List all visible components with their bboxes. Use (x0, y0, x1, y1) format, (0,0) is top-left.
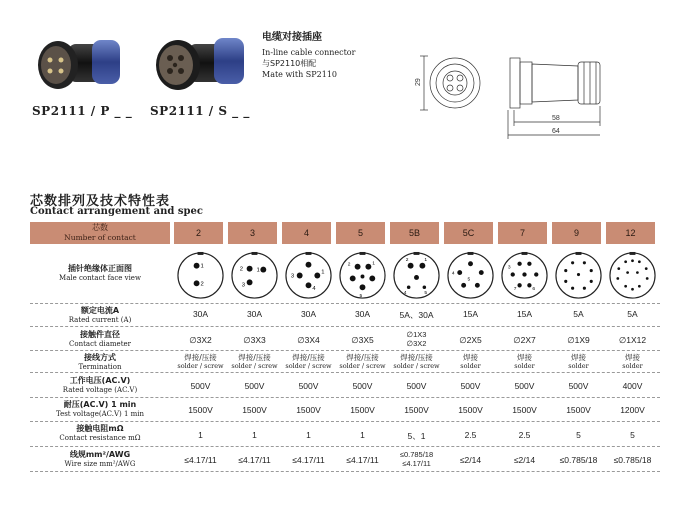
face-view-7 (500, 251, 549, 300)
current-cell: 15A (462, 309, 479, 319)
svg-text:4: 4 (312, 286, 316, 293)
resistance-cell: 1 (306, 430, 311, 440)
diameter-label-zh: 接触件直径 (80, 330, 120, 339)
termination-cell (444, 353, 497, 370)
desc-line-3: Mate with SP2110 (262, 70, 337, 79)
diameter-cell: ∅3X3 (243, 335, 266, 345)
wire-cell: ≤0.785/18 (613, 455, 652, 465)
row-label-face (30, 264, 170, 283)
contact-count-header (30, 222, 170, 244)
termination-cell (282, 353, 335, 370)
dim-total: 64 (552, 128, 560, 135)
svg-text:2: 2 (405, 257, 409, 263)
resistance-cell: 2.5 (518, 430, 531, 440)
header-label-zh: 芯数 (92, 223, 108, 232)
face-label-en: Male contact face view (59, 274, 141, 282)
svg-text:3: 3 (241, 282, 246, 289)
svg-text:2: 2 (200, 281, 204, 288)
current-cell: 5A、30A (399, 310, 434, 320)
section-title: 芯数排列及技术特性表 (30, 194, 171, 209)
column-header: 5 (336, 222, 385, 244)
termination-en: solder (460, 362, 481, 370)
termination-en: solder / screw (393, 362, 440, 370)
column-header: 7 (498, 222, 547, 244)
term-label-zh: 接线方式 (84, 353, 116, 362)
svg-text:1: 1 (424, 257, 428, 263)
termination-zh: 焊接/压接 (346, 353, 379, 362)
diameter-cell: ∅1X12 (618, 335, 647, 345)
column-header: 9 (552, 222, 601, 244)
face-view-5b (392, 251, 441, 300)
svg-text:5: 5 (467, 277, 471, 283)
svg-text:1: 1 (321, 269, 325, 276)
termination-zh: 焊接 (571, 353, 586, 362)
resistance-cell: 2.5 (464, 430, 477, 440)
row-label-voltage (30, 376, 170, 395)
row-label-diameter (30, 330, 170, 349)
test-voltage-cell: 1500V (512, 405, 537, 415)
svg-text:6: 6 (532, 287, 536, 293)
face-view-5 (338, 251, 387, 300)
svg-text:5: 5 (359, 294, 363, 300)
svg-text:1: 1 (256, 267, 260, 274)
face-view-12 (608, 251, 657, 300)
current-cell: 30A (300, 309, 317, 319)
socket-photo (148, 28, 252, 100)
termination-zh: 焊接 (463, 353, 478, 362)
plug-part-label: SP2111 / P _ _ (32, 104, 133, 118)
current-cell: 30A (246, 309, 263, 319)
face-view-9 (554, 251, 603, 300)
resistance-label-zh: 接触电阻mΩ (76, 424, 124, 433)
voltage-cell: 500V (244, 381, 265, 391)
section-subtitle: Contact arrangement and spec (30, 206, 203, 217)
row-label-current (30, 306, 170, 325)
desc-line-1: In-line cable connector (262, 48, 356, 57)
test-voltage-cell: 1500V (404, 405, 429, 415)
resistance-cell: 5、1 (407, 431, 426, 441)
socket-part-label: SP2111 / S _ _ (150, 104, 250, 118)
wire-label-zh: 线规mm²/AWG (69, 450, 131, 459)
voltage-label-en: Rated voltage (AC.V) (62, 386, 138, 394)
svg-text:3: 3 (507, 265, 511, 271)
termination-cell (606, 353, 659, 370)
wire-cell: ≤4.17/11 (238, 455, 271, 465)
termination-en: solder / screw (231, 362, 278, 370)
test-label-zh: 耐压(AC.V) 1 min (63, 400, 137, 409)
diameter-cell: ∅3X5 (351, 335, 374, 345)
face-view-3 (230, 251, 279, 300)
test-voltage-cell: 1500V (296, 405, 321, 415)
wire-cell: ≤0.785/18 (559, 455, 598, 465)
termination-cell (498, 353, 551, 370)
term-label-en: Termination (78, 363, 122, 371)
current-cell: 15A (516, 309, 533, 319)
test-voltage-cell: 1500V (188, 405, 213, 415)
test-voltage-cell: 1200V (620, 405, 645, 415)
product-description (262, 32, 355, 80)
svg-text:2: 2 (347, 262, 351, 268)
resistance-cell: 5 (630, 430, 635, 440)
product-title: 电缆对接插座 (262, 32, 322, 43)
diameter-cell: ∅3X4 (297, 335, 320, 345)
termination-en: solder (514, 362, 535, 370)
resistance-cell: 5 (576, 430, 581, 440)
wire-cell: ≤2/14 (513, 455, 536, 465)
current-cell: 5A (627, 309, 638, 319)
voltage-cell: 500V (460, 381, 481, 391)
dim-height: 29 (415, 78, 422, 86)
column-header: 2 (174, 222, 223, 244)
svg-text:3: 3 (290, 273, 295, 280)
test-voltage-cell: 1500V (458, 405, 483, 415)
svg-text:1: 1 (372, 261, 376, 267)
diameter-label-en: Contact diameter (69, 340, 131, 348)
voltage-cell: 500V (352, 381, 373, 391)
row-label-termination (30, 353, 170, 372)
termination-zh: 焊接 (625, 353, 640, 362)
termination-cell (552, 353, 605, 370)
wire-cell: ≤0.785/18 ≤4.17/11 (399, 450, 434, 468)
svg-text:4: 4 (451, 271, 455, 277)
termination-cell (336, 353, 389, 370)
resistance-cell: 1 (198, 430, 203, 440)
voltage-cell: 500V (298, 381, 319, 391)
diameter-cell: ∅2X5 (459, 335, 482, 345)
current-label-en: Rated current (A) (68, 316, 132, 324)
test-voltage-cell: 1500V (242, 405, 267, 415)
wire-cell: ≤4.17/11 (292, 455, 325, 465)
current-cell: 5A (573, 309, 584, 319)
resistance-label-en: Contact resistance mΩ (59, 434, 141, 442)
face-view-4 (284, 251, 333, 300)
current-label-zh: 额定电流A (80, 306, 120, 315)
test-voltage-cell: 1500V (566, 405, 591, 415)
current-cell: 30A (354, 309, 371, 319)
column-header: 12 (606, 222, 655, 244)
wire-cell: ≤4.17/11 (184, 455, 217, 465)
row-label-resistance (30, 424, 170, 443)
desc-line-2: 与SP2110相配 (262, 59, 317, 68)
voltage-cell: 400V (622, 381, 643, 391)
voltage-cell: 500V (406, 381, 427, 391)
technical-drawing (410, 44, 660, 139)
svg-text:1: 1 (200, 263, 204, 270)
wire-cell: ≤4.17/11 (346, 455, 379, 465)
column-header: 5C (444, 222, 493, 244)
diameter-cell: ∅1X9 (567, 335, 590, 345)
termination-en: solder / screw (339, 362, 386, 370)
test-label-en: Test voltage(AC.V) 1 min (55, 410, 145, 418)
current-cell: 30A (192, 309, 209, 319)
termination-cell (174, 353, 227, 370)
voltage-cell: 500V (190, 381, 211, 391)
termination-en: solder / screw (177, 362, 224, 370)
column-header: 5B (390, 222, 439, 244)
termination-en: solder (622, 362, 643, 370)
termination-zh: 焊接/压接 (238, 353, 271, 362)
row-label-wire (30, 450, 170, 469)
svg-text:5: 5 (424, 291, 428, 297)
plug-photo (30, 30, 130, 100)
diameter-cell: ∅1X3 ∅3X2 (406, 330, 427, 348)
diameter-cell: ∅2X7 (513, 335, 536, 345)
svg-text:7: 7 (513, 287, 517, 293)
svg-text:4: 4 (403, 291, 407, 297)
wire-cell: ≤2/14 (459, 455, 482, 465)
column-header: 4 (282, 222, 331, 244)
voltage-label-zh: 工作电压(AC.V) (69, 376, 131, 385)
header-label-en: Number of contact (64, 233, 136, 242)
face-label-zh: 插针绝缘体正面图 (68, 264, 132, 273)
termination-zh: 焊接 (517, 353, 532, 362)
column-header: 3 (228, 222, 277, 244)
termination-cell (390, 353, 443, 370)
wire-label-en: Wire size mm²/AWG (64, 460, 136, 468)
resistance-cell: 1 (360, 430, 365, 440)
resistance-cell: 1 (252, 430, 257, 440)
svg-text:2: 2 (239, 266, 244, 273)
test-voltage-cell: 1500V (350, 405, 375, 415)
voltage-cell: 500V (568, 381, 589, 391)
termination-zh: 焊接/压接 (184, 353, 217, 362)
row-label-test-voltage (30, 400, 170, 419)
face-view-5c (446, 251, 495, 300)
voltage-cell: 500V (514, 381, 535, 391)
diameter-cell: ∅3X2 (189, 335, 212, 345)
termination-en: solder (568, 362, 589, 370)
dim-body: 58 (552, 115, 560, 122)
termination-cell (228, 353, 281, 370)
face-view-2 (176, 251, 225, 300)
termination-zh: 焊接/压接 (400, 353, 433, 362)
termination-zh: 焊接/压接 (292, 353, 325, 362)
termination-en: solder / screw (285, 362, 332, 370)
